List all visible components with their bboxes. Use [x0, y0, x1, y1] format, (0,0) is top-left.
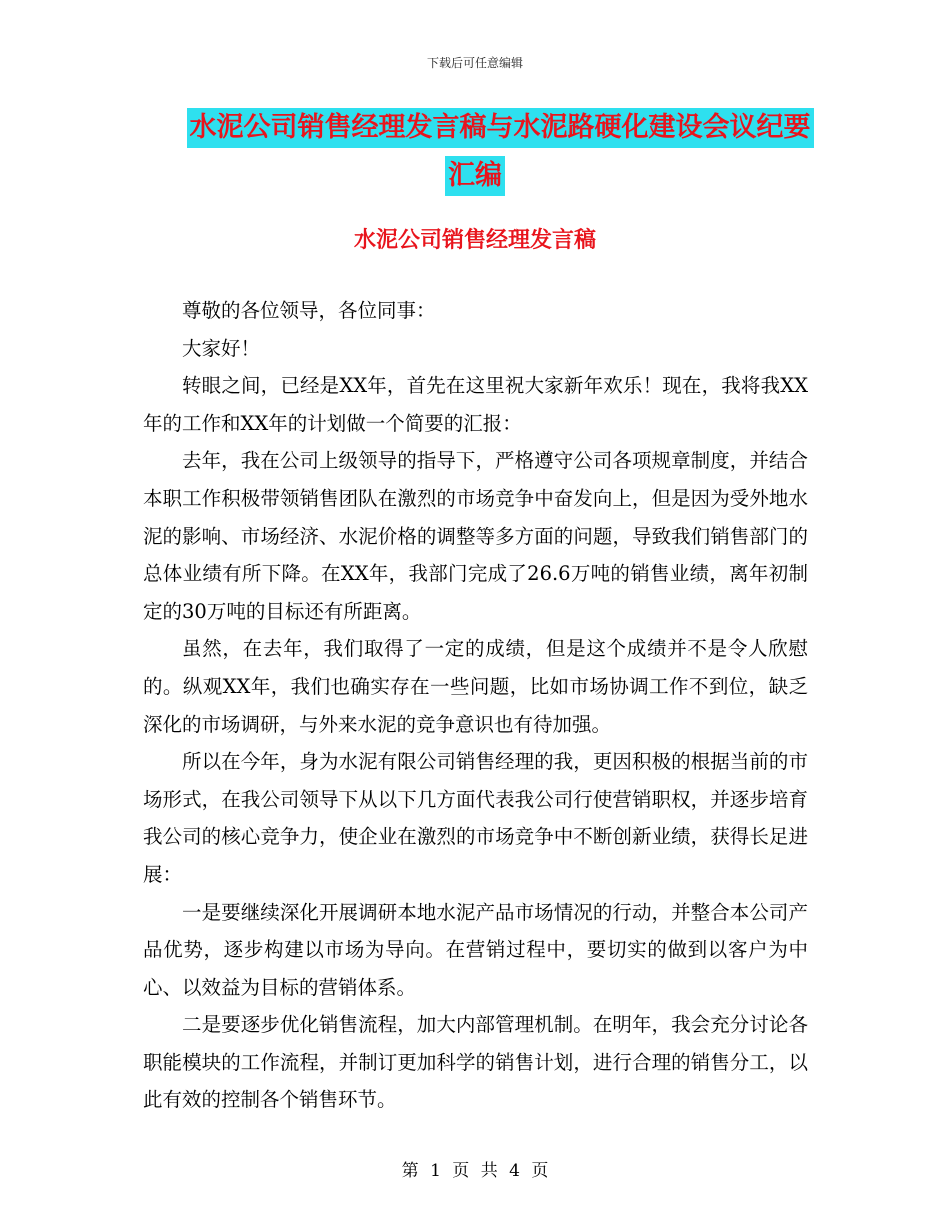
- paragraph: 转眼之间，已经是XX年，首先在这里祝大家新年欢乐！现在，我将我XX年的工作和XX年的计划做一个简要的汇报：: [143, 374, 808, 435]
- document-title: [0, 108, 950, 196]
- paragraph: 二是要逐步优化销售流程，加大内部管理机制。在明年，我会充分讨论各职能模块的工作流程，并制订更加科学的销售计划，进行合理的销售分工，以此有效的控制各个销售环节。: [143, 1013, 808, 1112]
- section-heading: 水泥公司销售经理发言稿: [353, 228, 596, 253]
- paragraph: 虽然，在去年，我们取得了一定的成绩，但是这个成绩并不是令人欣慰的。纵观XX年，我们也确实存在一些问题，比如市场协调工作不到位，缺乏深化的市场调研，与外来水泥的竞争意识也有待加强。: [143, 637, 808, 736]
- paragraph: 一是要继续深化开展调研本地水泥产品市场情况的行动，并整合本公司产品优势，逐步构建以市场为导向。在营销过程中，要切实的做到以客户为中心、以效益为目标的营销体系。: [143, 900, 808, 999]
- paragraph-salutation: 尊敬的各位领导，各位同事：: [182, 299, 436, 322]
- paragraph: 去年，我在公司上级领导的指导下，严格遵守公司各项规章制度，并结合本职工作积极带领销售团队在激烈的市场竞争中奋发向上，但是因为受外地水泥的影响、市场经济、水泥价格的调整等多方面的问题，导致我们销售部门的总体业绩有所下降。在XX年，我部门完成了26.6万吨的销售业绩，离年初制定的30万吨的目标还有所距离。: [143, 449, 808, 623]
- paragraph-greeting: 大家好！: [182, 336, 261, 360]
- body-text: [143, 292, 808, 1119]
- page-footer: 第 1 页 共 4 页: [401, 1161, 549, 1181]
- document-title-line-2: 汇编: [445, 156, 505, 196]
- paragraph: 所以在今年，身为水泥有限公司销售经理的我，更因积极的根据当前的市场形式，在我公司领导下从以下几方面代表我公司行使营销职权，并逐步培育我公司的核心竞争力，使企业在激烈的市场竞争中不断创新业绩，获得长足进展：: [143, 750, 808, 886]
- header-note: 下载后可任意编辑: [426, 56, 523, 70]
- document-title-line-1: 水泥公司销售经理发言稿与水泥路硬化建设会议纪要: [187, 108, 814, 148]
